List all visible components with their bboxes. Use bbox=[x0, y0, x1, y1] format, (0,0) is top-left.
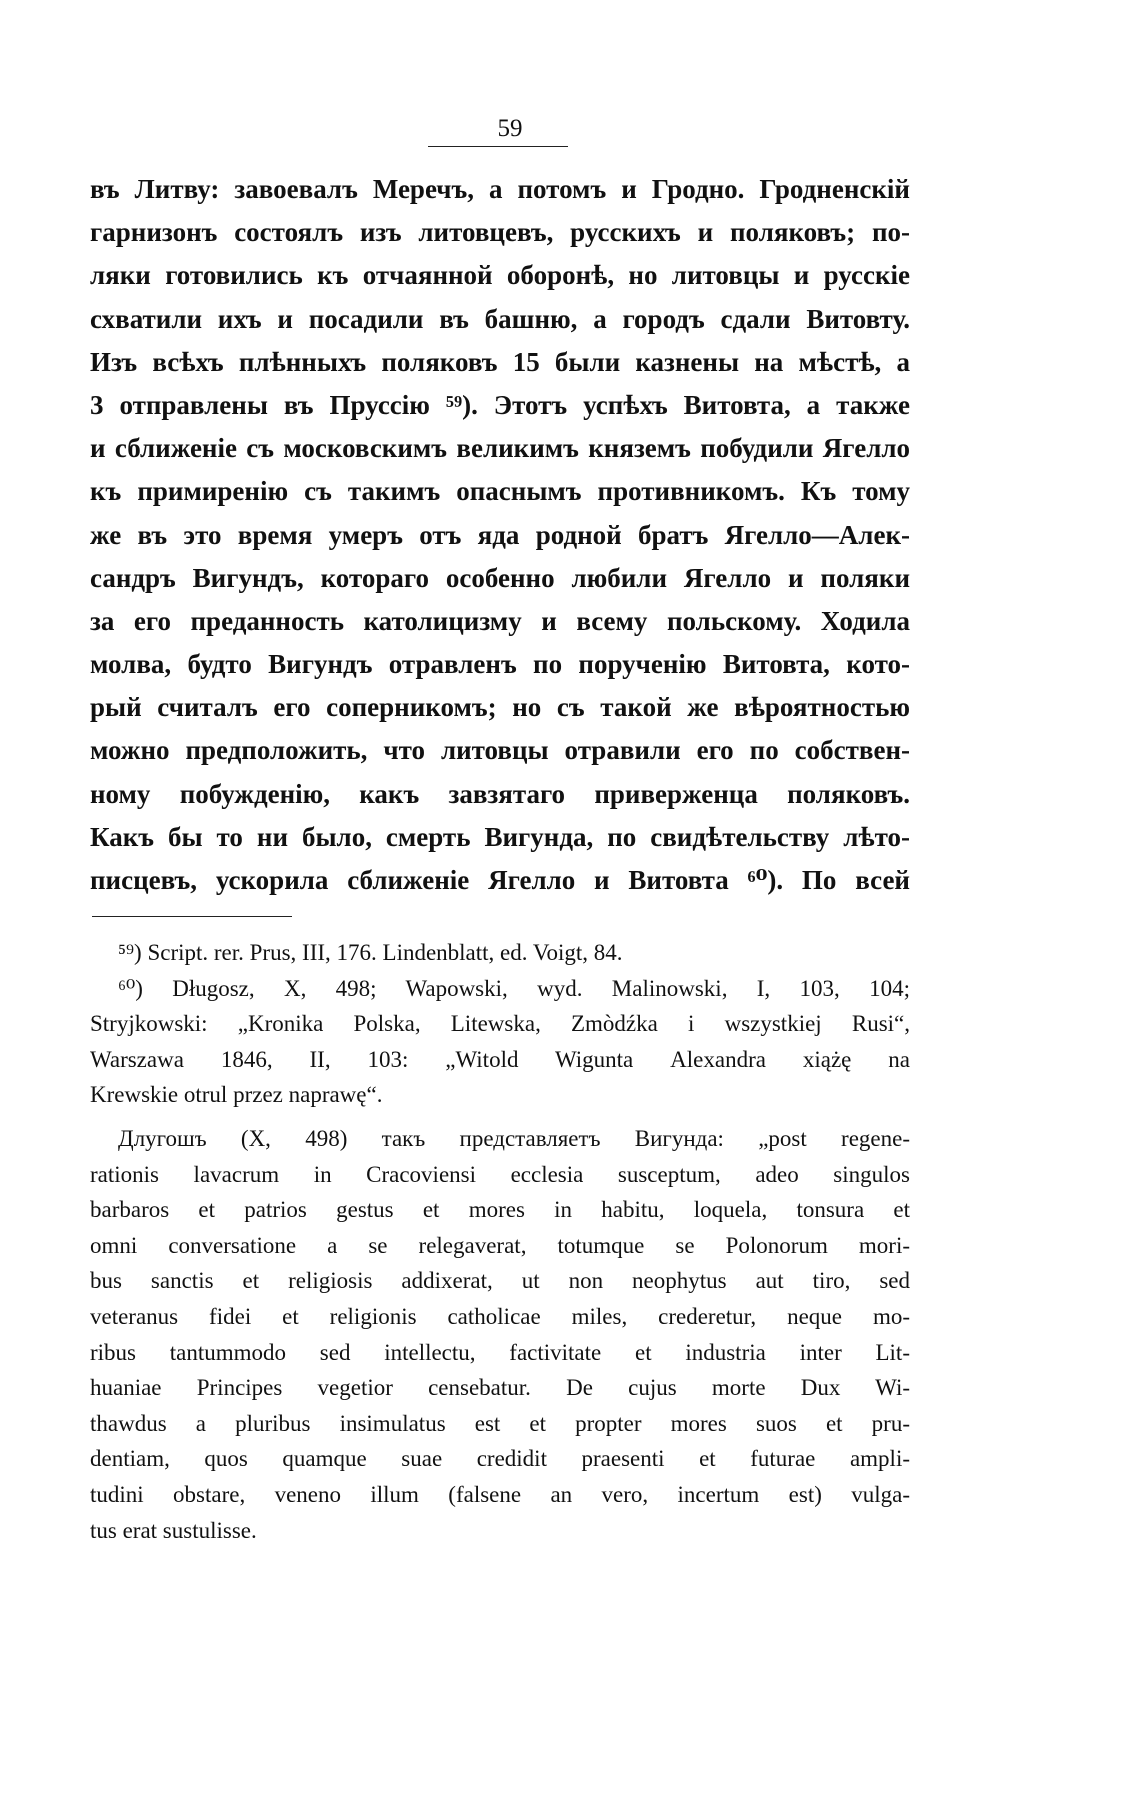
main-text-line: можно предположить, что литовцы отравили его по собствен- bbox=[90, 735, 910, 766]
page-number: 59 bbox=[497, 115, 523, 142]
main-text-line: за его преданность католицизму и всему польскому. Ходила bbox=[90, 605, 910, 636]
commentary-line: bus sanctis et religiosis addixerat, ut non neophytus aut tiro, sed bbox=[90, 1268, 910, 1294]
main-text-line: писцевъ, ускорила сближеніе Ягелло и Витовта ⁶⁰). По всей bbox=[90, 865, 910, 895]
commentary-line: rationis lavacrum in Cracoviensi ecclesia susceptum, adeo singulos bbox=[90, 1161, 910, 1187]
footnote-rule bbox=[92, 916, 292, 917]
main-text-line: молва, будто Вигундъ отравленъ по порученію Витовта, кото- bbox=[90, 649, 910, 680]
commentary-line: tudini obstare, veneno illum (falsene an vero, incertum est) vulga- bbox=[90, 1481, 910, 1507]
footnote-60-line: Warszawa 1846, II, 103: „Witold Wiguntа Alexandra xiążę na bbox=[90, 1046, 910, 1072]
commentary-line: veteranus fidei et religionis catholicae miles, crederetur, neque mo- bbox=[90, 1303, 910, 1329]
commentary-line: Длугошъ (X, 498) такъ представляетъ Вигунда: „post regene- bbox=[118, 1125, 910, 1151]
footnote-60-line: ⁶⁰) Długosz, X, 498; Wapowski, wyd. Malinowski, I, 103, 104; bbox=[118, 975, 910, 1001]
main-text-line: въ Литву: завоевалъ Меречъ, а потомъ и Гродно. Гродненскій bbox=[90, 174, 910, 204]
footnote-59-line: ⁵⁹) Script. rer. Prus, III, 176. Lindenblatt, ed. Voigt, 84. bbox=[118, 940, 623, 965]
main-text bbox=[90, 168, 910, 902]
main-text-line: ляки готовились къ отчаянной оборонѣ, но литовцы и русскіе bbox=[90, 260, 910, 291]
main-text-line: Изъ всѣхъ плѣнныхъ поляковъ 15 были казнены на мѣстѣ, а bbox=[90, 346, 910, 377]
commentary-line: ribus tantummodo sed intellectu, factivitate et industria inter Lit- bbox=[90, 1339, 910, 1365]
main-text-line: и сближеніе съ московскимъ великимъ княземъ побудили Ягелло bbox=[90, 433, 910, 464]
main-text-line: гарнизонъ состоялъ изъ литовцевъ, русскихъ и поляковъ; по- bbox=[90, 217, 910, 248]
main-text-line: же въ это время умеръ отъ яда родной братъ Ягелло—Алек- bbox=[90, 519, 910, 550]
footnote-60-line: Stryjkowski: „Kronika Polska, Litewska, Zmòdźka i wszystkiej Rusi“, bbox=[90, 1011, 910, 1037]
main-text-line: сандръ Вигундъ, котораго особенно любили Ягелло и поляки bbox=[90, 562, 910, 593]
main-text-line: Какъ бы то ни было, смерть Вигунда, по свидѣтельству лѣто- bbox=[90, 821, 910, 852]
commentary-line: barbaros et patrios gestus et mores in habitu, loquela, tonsura et bbox=[90, 1197, 910, 1223]
main-text-line: ному побужденію, какъ завзятаго приверженца поляковъ. bbox=[90, 778, 910, 809]
main-text-line: схватили ихъ и посадили въ башню, а городъ сдали Витовту. bbox=[90, 303, 910, 334]
commentary-line: tus erat sustulisse. bbox=[90, 1517, 257, 1543]
main-text-line: къ примиренію съ такимъ опаснымъ противникомъ. Къ тому bbox=[90, 476, 910, 507]
commentary-line: dentiam, quos quamque suae credidit praesenti et futurae ampli- bbox=[90, 1446, 910, 1472]
footnotes bbox=[90, 935, 910, 1548]
main-text-line: рый считалъ его соперникомъ; но съ такой же вѣроятностью bbox=[90, 692, 910, 723]
commentary-line: thawdus a pluribus insimulatus est et propter mores suos et pru- bbox=[90, 1410, 910, 1436]
commentary-line: huaniae Principes vegetior censebatur. De cujus morte Dux Wi- bbox=[90, 1375, 910, 1401]
commentary-line: omni conversatione a se relegaverat, totumque se Polonorum mori- bbox=[90, 1232, 910, 1258]
footnote-60-line: Krewskie otrul przez naprawę“. bbox=[90, 1082, 383, 1108]
main-text-line: 3 отправлены въ Пруссію ⁵⁹). Этотъ успѣхъ Витовта, а также bbox=[90, 389, 910, 420]
paragraph-gap bbox=[90, 1113, 910, 1121]
header-rule bbox=[428, 146, 568, 147]
